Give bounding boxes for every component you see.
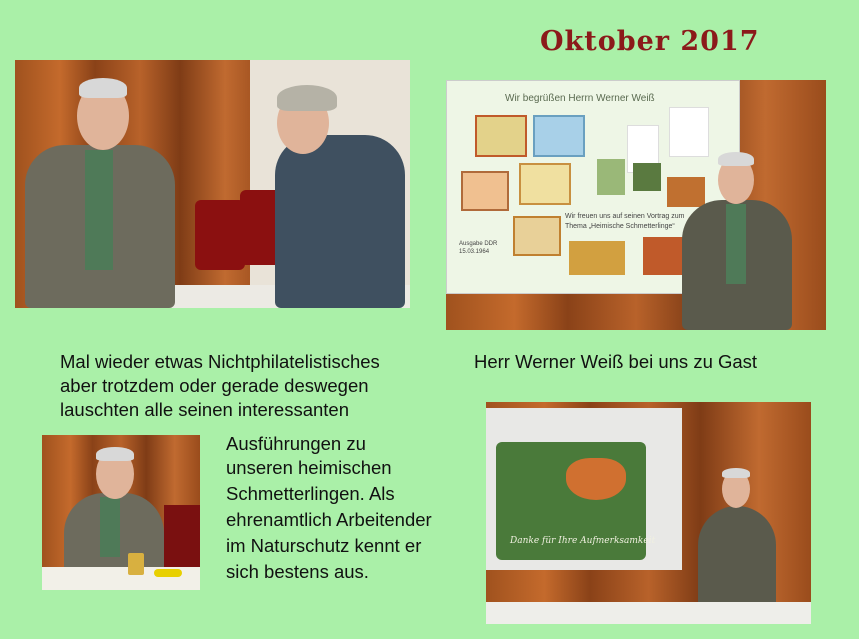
photo-conversation	[15, 60, 410, 308]
screen-note-2: Thema „Heimische Schmetterlinge“	[565, 223, 675, 230]
caption-line-4: Ausführungen zu	[226, 433, 366, 454]
caption-line-6: Schmetterlingen. Als	[226, 483, 395, 504]
screen-note-1: Wir freuen uns auf seinen Vortrag zum	[565, 213, 685, 220]
page-title: Oktober 2017	[540, 26, 760, 57]
caption-line-2: aber trotzdem oder gerade deswegen	[60, 375, 369, 396]
caption-line-5: unseren heimischen	[226, 457, 392, 478]
caption-line-1: Mal wieder etwas Nichtphilatelistisches	[60, 351, 380, 372]
stamp-note-2: 15.03.1964	[459, 249, 490, 255]
caption-line-9: sich bestens aus.	[226, 561, 369, 582]
caption-line-7: ehrenamtlich Arbeitender	[226, 509, 432, 530]
projection-screen-2	[486, 408, 682, 570]
photo-presentation-welcome	[446, 80, 826, 330]
photo-presentation-thanks	[486, 402, 811, 624]
stamp-note-1: Ausgabe DDR	[459, 241, 498, 247]
caption-guest: Herr Werner Weiß bei uns zu Gast	[474, 351, 758, 372]
thanks-slide-text: Danke für Ihre Aufmerksamkeit	[510, 536, 656, 546]
caption-line-8: im Naturschutz kennt er	[226, 535, 422, 556]
caption-line-3: lauschten alle seinen interessanten	[60, 399, 349, 420]
photo-speaker-seated	[42, 435, 200, 590]
screen-heading: Wir begrüßen Herrn Werner Weiß	[505, 93, 655, 104]
